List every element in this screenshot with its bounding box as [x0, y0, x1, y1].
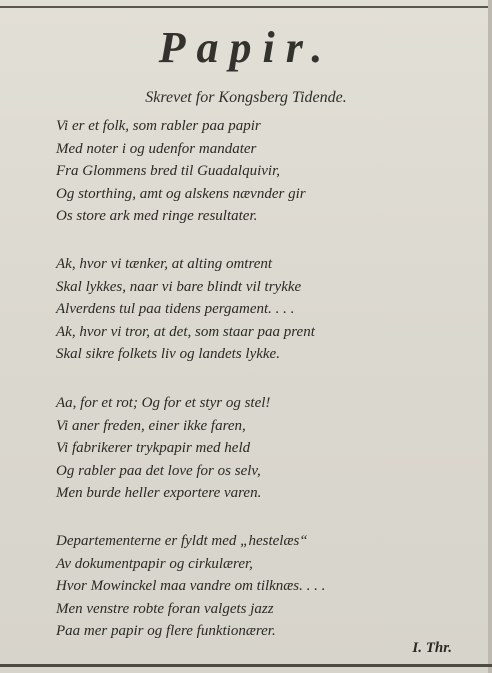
- poem-title: Papir.: [158, 23, 334, 72]
- top-rule: [0, 6, 492, 8]
- verse-line: Vi fabrikerer trykpapir med held: [56, 440, 251, 456]
- verse-line: Departementerne er fyldt med „hestelæs“: [56, 533, 308, 549]
- verse-line: Os store ark med ringe resultater.: [56, 208, 258, 224]
- stanza-2: [56, 253, 456, 366]
- verse-line: Aa, for et rot; Og for et styr og stel!: [56, 395, 271, 411]
- author-signature: I. Thr.: [412, 640, 452, 656]
- verse-line: Vi er et folk, som rabler paa papir: [56, 118, 261, 134]
- verse-line: Og rabler paa det love for os selv,: [56, 462, 261, 479]
- stanza-1: [56, 115, 456, 228]
- poem-subtitle: Skrevet for Kongsberg Tidende.: [145, 89, 347, 106]
- verse-line: Og storthing, amt og alskens nævnder gir: [56, 185, 306, 202]
- verse-line: Med noter i og udenfor mandater: [56, 140, 257, 157]
- stanza-4: [56, 530, 456, 643]
- verse-line: Men burde heller exportere varen.: [56, 485, 262, 501]
- verse-line: Ak, hvor vi tror, at det, som staar paa prent: [56, 323, 315, 340]
- verse-line: Fra Glommens bred til Guadalquivir,: [56, 163, 281, 179]
- verse-line: Vi aner freden, einer ikke faren,: [56, 417, 246, 434]
- verse-line: Paa mer papir og flere funktionærer.: [56, 623, 276, 639]
- verse-line: Av dokumentpapir og cirkulærer,: [56, 555, 253, 572]
- verse-line: Hvor Mowinckel maa vandre om tilknæs. . . .: [56, 578, 326, 594]
- bottom-rule: [0, 664, 492, 667]
- verse-line: Alverdens tul paa tidens pergament. . . .: [56, 301, 295, 317]
- stanza-3: [56, 392, 456, 505]
- verse-line: Ak, hvor vi tænker, at alting omtrent: [56, 256, 273, 272]
- verse-line: Men venstre robte foran valgets jazz: [56, 600, 274, 617]
- verse-line: Skal sikre folkets liv og landets lykke.: [56, 346, 280, 362]
- verse-line: Skal lykkes, naar vi bare blindt vil trykke: [56, 278, 302, 295]
